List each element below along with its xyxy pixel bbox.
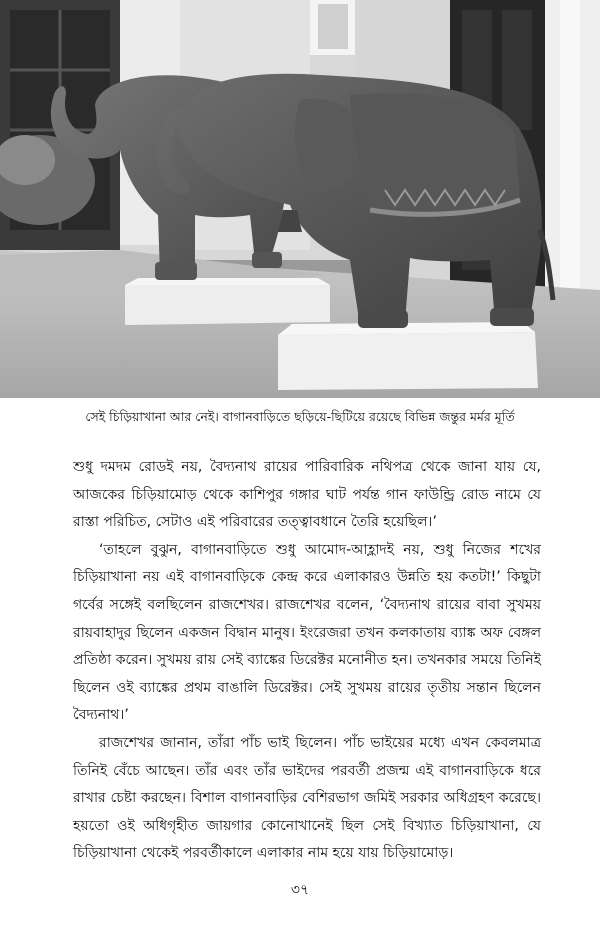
paragraph-2: ‘তাহলে বুঝুন, বাগানবাড়িতে শুধু আমোদ-আহ্লাদই নয়, শুধু নিজের শখের চিড়িয়াখানা নয় এই বাগানবাড়িকে কেন্দ্র করে এলাকারও উন্নতি হয় কতটা!’ কিছুটা গর্বের সঙ্গেই বলছিলেন রাজশেখর। রাজশেখর বলেন, ‘বৈদ্যনাথ রায়ের বাবা সুখময় রায়বাহাদুর ছিলেন একজন বিদ্বান মানুষ। ইংরেজরা তখন কলকাতায় ব্যাঙ্ক অফ বেঙ্গল প্রতিষ্ঠা করেন। সুখময় রায় সেই ব্যাঙ্কের ডিরেক্টর মনোনীত হন। তখনকার সময়ে তিনিই ছিলেন ওই ব্যাঙ্কের প্রথম বাঙালি ডিরেক্টর। সেই সুখময় রায়ের তৃতীয় সন্তান ছিলেন বৈদ্যনাথ।’ [73, 541, 541, 724]
body-text [73, 454, 541, 868]
paragraph-3: রাজশেখর জানান, তাঁরা পাঁচ ভাই ছিলেন। পাঁচ ভাইয়ের মধ্যে এখন কেবলমাত্র তিনিই বেঁচে আছেন। তাঁর এবং তাঁর ভাইদের পরবর্তী প্রজন্ম এই বাগানবাড়িকে ধরে রাখার চেষ্টা করছেন। বিশাল বাগানবাড়ির বেশিরভাগ জমিই সরকার অধিগ্রহণ করেছে। হয়তো ওই অধিগৃহীত জায়গার কোনোখানেই ছিল সেই বিখ্যাত চিড়িয়াখানা, যে চিড়িয়াখানা থেকেই পরবর্তীকালে এলাকার নাম হয়ে যায় চিড়িয়ামোড়। [73, 734, 541, 862]
page-number: ৩৭ [290, 882, 310, 898]
elephant-statues-photo [0, 0, 600, 398]
paragraph-1: শুধু দমদম রোডই নয়, বৈদ্যনাথ রায়ের পারিবারিক নথিপত্র থেকে জানা যায় যে, আজকের চিড়িয়ামোড় থেকে কাশিপুর গঙ্গার ঘাট পর্যন্ত গান ফাউন্ড্রি রোড নামে যে রাস্তা পরিচিত, সেটাও এই পরিবারের তত্ত্বাবধানে তৈরি হয়েছিল।’ [73, 459, 541, 531]
photo-caption: সেই চিড়িয়াখানা আর নেই। বাগানবাড়িতে ছড়িয়ে-ছিটিয়ে রয়েছে বিভিন্ন জন্তুর মর্মর মূর্তি [85, 409, 515, 424]
stone-elephant-statues-photo-icon [0, 0, 600, 398]
